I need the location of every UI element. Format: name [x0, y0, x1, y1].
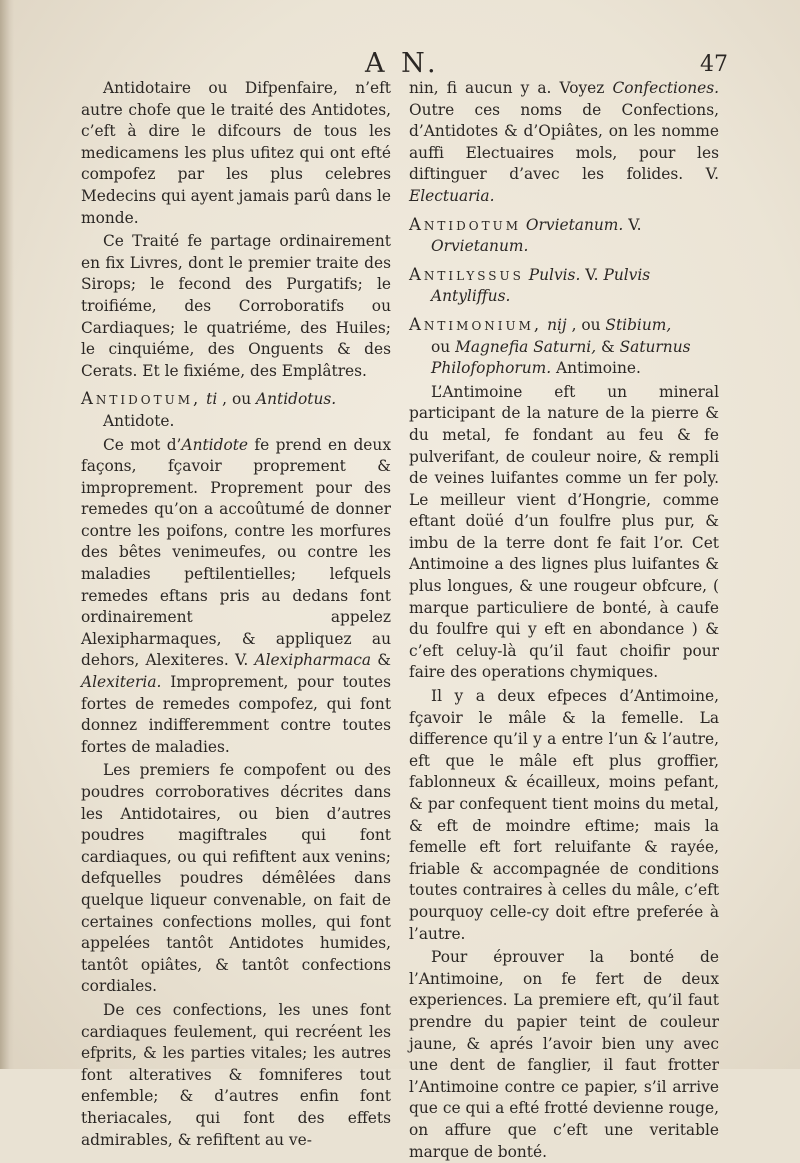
entry-translation: Antimoine. [551, 359, 641, 378]
text-run: ou [431, 337, 456, 356]
paragraph-eprouver: Pour éprouver la bonté de l’Antimoine, on fe fert de deux experiences. La premiere eft, qu’il faut prendre du papier teint de couleur jaune, & aprés l’avoir bien uny avec une dent de fanglier, il faut frotter l’Antimoine contre ce papier, s’il arrive que ce qui a efté frotté devienne rouge, on affure que c’eft une veritable marque de bonté. [409, 948, 719, 1161]
entry-antidotum-orvietanum [409, 214, 719, 258]
entry-variant: Antidotus. [256, 390, 337, 409]
paragraph-continuation [409, 78, 719, 208]
page-spine-shadow [0, 0, 14, 1069]
entry-antidotum [81, 388, 391, 432]
paragraph-antimoine-mineral: L’Antimoine eft un mineral participant de la nature de la pierre & du metal, fe fondant au feu & fe pulverifant, de couleur noire, & rempli de veines luifantes comme un fer poly. Le meilleur vient d’Hongrie, comme eftant doüé d’un foulfre plus pur, & imbu de la terre dont fe fait l’or. Cet Antimoine a des lignes plus luifantes & plus longues, & une rougeur obfcure, ( marque particuliere de bonté, à caufe du foulfre qui y eft en abondance ) & c’eft celuy-là qu’il faut choifir pour faire des operations chymiques. [409, 382, 719, 682]
paragraph-antidotaire: Antidotaire ou Difpenfaire, n’eft autre chofe que le traité des Antidotes, c’eft à dire le difcours de tous les medicamens les plus ufitez qui ont efté compofez par les plus celebres Medecins qui ayent jamais parû dans le monde. [81, 79, 391, 227]
paragraph-premiers: Les premiers fe compofent ou des poudres corroboratives décrites dans les Antidotaires, ou bien d’autres poudres magiftrales qui font cardiaques, ou qui refiftent aux venins; defquelles poudres démêlées dans quelque liqueur convenable, on fait de certaines confections molles, qui font appelées tantôt Antidotes humides, tantôt opiâtes, & tantôt confections cordiales. [81, 761, 391, 996]
paragraph-traite: Ce Traité fe partage ordinairement en fix Livres, dont le premier traite des Sirops; le fecond des Purgatifs; le troifiéme, des Corroboratifs ou Cardiaques; le quatriéme, des Huiles; le cinquiéme, des Onguents & des Cerats. Et le fixiéme, des Emplâtres. [81, 232, 391, 380]
text-run: Outre ces noms de Confections, d’Antidotes & d’Opiâtes, on les nomme auffi Electuaires mols, pour les diftinguer d’avec les folides. V. [409, 100, 719, 184]
text-run: & [596, 337, 620, 356]
text-run-italic: Magnefia Saturni, [455, 337, 597, 356]
entry-variant: Orvietanum. [521, 215, 624, 234]
page-number: 47 [700, 52, 728, 77]
entry-crossref: Pulvis [603, 265, 651, 284]
text-run-italic: Alexipharmaca [254, 651, 372, 670]
entry-crossref: Orvietanum. [431, 237, 529, 256]
entry-genitive: ti [201, 390, 218, 409]
entry-antilyssus [409, 264, 719, 308]
entry-translation: Antidote. [103, 411, 175, 430]
entry-conjunction: , ou [217, 390, 257, 409]
text-run: & [371, 651, 392, 670]
entry-synonyms-cont [431, 358, 719, 380]
left-column [81, 78, 391, 1151]
text-run: nin, fi aucun y a. Voyez [409, 79, 613, 97]
text-run: Ce mot d’ [103, 435, 182, 454]
entry-see: V. [623, 215, 642, 234]
text-run: Improprement, pour toutes fortes de remedes compofez, qui font donnez indifferemment contre toutes fortes de maladies. [81, 673, 391, 756]
paragraph-mot-antidote [81, 435, 391, 759]
paragraph-confections: De ces confections, les unes font cardiaques feulement, qui recréent les efprits, & les parties vitales; les autres font alteratives & fomniferes tout enfemble; & d’autres enfin font theriacales, qui font des effets admirables, & refiftent au ve- [81, 1000, 391, 1149]
text-run-italic: Alexiteria. [81, 673, 162, 692]
text-run-italic: Antidote [181, 435, 248, 454]
entry-headword: Antidotum, [81, 389, 202, 409]
entry-conjunction: , ou [566, 315, 606, 334]
entry-see: V. [580, 265, 604, 284]
entry-variant: Pulvis. [523, 265, 581, 284]
text-run-italic: Saturnus [619, 337, 691, 356]
text-run-italic: Electuaria. [409, 186, 495, 205]
running-head: A N. [365, 48, 440, 79]
entry-crossref-cont: Antyliffus. [431, 287, 511, 306]
page-header [0, 48, 800, 82]
entry-variant: Stibium, [605, 315, 672, 334]
entry-synonyms [431, 337, 719, 359]
entry-headword: Antilyssus [409, 264, 524, 284]
text-run-italic: Confectiones. [612, 79, 719, 97]
entry-antimonium [409, 314, 719, 380]
text-run-italic: Philofophorum. [431, 359, 552, 378]
paragraph-deux-especes: Il y a deux efpeces d’Antimoine, fçavoir le mâle & la femelle. La difference qu’il y a entre l’un & l’autre, eft que le mâle eft plus groffier, fablonneux & écailleux, moins pefant, & par confequent tient moins du metal, & eft de moindre eftime; mais la femelle eft fort reluifante & rayée, friable & accompagnée de conditions toutes contraires à celles du mâle, c’eft pourquoy celle-cy doit eftre preferée à l’autre. [409, 687, 719, 943]
entry-headword: Antidotum [409, 214, 522, 234]
text-run: fe prend en deux façons, fçavoir proprement & improprement. Proprement pour des remedes qu’on a accoûtumé de donner contre les poifons, contre les morfures des bêtes venimeufes, ou contre les maladies peftilentielles; lefquels remedes eftans pris au dedans font ordinairement appelez Alexipharmaques, & appliquez au dehors, Alexiteres. V. [81, 435, 391, 670]
right-column [409, 78, 719, 1163]
entry-headword: Antimonium, [409, 314, 543, 334]
entry-genitive: nij [542, 315, 567, 334]
